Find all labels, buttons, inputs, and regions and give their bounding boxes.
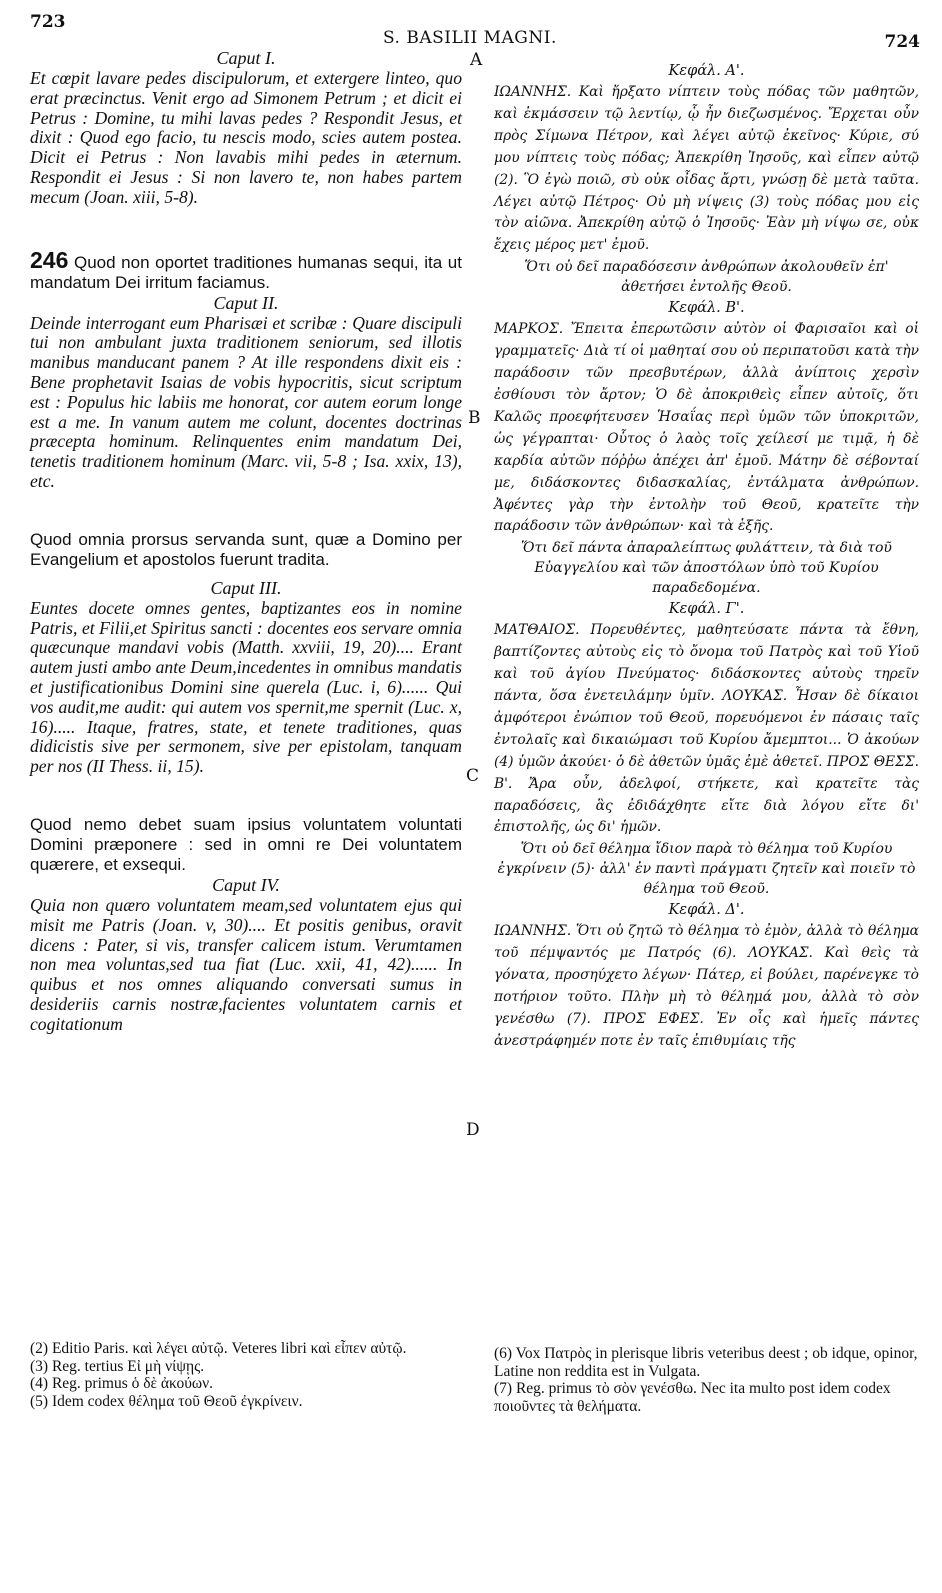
greek-paragraph-2: ΜΑΡΚΟΣ. Ἔπειτα ἐπερωτῶσιν αὐτὸν οἱ Φαρισαῖοι καὶ οἱ γραμματεῖς· Διὰ τί οἱ μαθηταί σου οὐ περιπατοῦσι κατὰ τὴν παράδοσιν τῶν πρεσβυτέρων, ἀλλὰ ἀνίπτοις χερσὶν ἐσθίουσι τὸν ἄρτον; Ὁ δὲ ἀποκριθεὶς εἶπεν αὐτοῖς, ὅτι Καλῶς προεφήτευσεν Ἡσαΐας περὶ ὑμῶν τῶν ὑποκριτῶν, ὡς γέγραπται· Οὗτος ὁ λαὸς τοῖς χείλεσί με τιμᾷ, ἡ δὲ καρδία αὐτῶν πόῤῥω ἀπέχει ἀπ' ἐμοῦ. Μάτην δὲ σέβονταί με, διδάσκοντες διδασκαλίας, ἐντάλματα ἀνθρώπων. Ἀφέντες γὰρ τὴν ἐντολὴν τοῦ Θεοῦ, κρατεῖτε τὴν παράδοσιν τῶν ἀνθρώπων· καὶ τὰ ἑξῆς.: [494, 321, 919, 535]
latin-paragraph-2: Deinde interrogant eum Pharisæi et scribæ : Quare discipuli tui non ambulant juxta traditionem seniorum, sed illotis manibus manducant panem ? At ille respondens dixit eis : Bene prophetavit Isaias de vobis hypocritis, sicut scriptum est : Populus hic labiis me honorat, cor autem eorum longe est a me. In vanum autem me colunt, docentes doctrinas præcepta hominum. Relinquentes enim mandatum Dei, tenetis traditionem hominum (Marc. vii, 5-8 ; Isa. xxix, 13), etc.: [30, 312, 462, 491]
greek-column: [494, 60, 919, 1053]
section-number: 246: [30, 246, 69, 273]
footnotes-right: [494, 1345, 919, 1415]
greek-kephal-2: Κεφάλ. Β'.: [668, 300, 745, 317]
footnote-5: (5) Idem codex θέλημα τοῦ Θεοῦ ἐγκρίνειν.: [30, 1392, 303, 1410]
latin-paragraph-3: Euntes docete omnes gentes, baptizantes eos in nomine Patris, et Filii,et Spiritus sancti : docentes eos servare omnia quæcunque mandavi vobis (Matth. xxviii, 19, 20).... Erant autem justi ambo ante Deum,incedentes in omnibus mandatis et justificationibus Domini sine querela (Luc. i, 6)...... Qui vos audit,me audit: qui autem vos spernit,me spernit (Luc. x, 16)..... Itaque, fratres, state, et tenete traditiones, quas didicistis sive per sermonem, sive per epistolam, tanquam per nos (II Thess. ii, 15).: [30, 597, 462, 777]
greek-kephal-4: Κεφάλ. Δ'.: [668, 902, 745, 919]
greek-paragraph-1: ΙΩΑΝΝΗΣ. Καὶ ἤρξατο νίπτειν τοὺς πόδας τῶν μαθητῶν, καὶ ἐκμάσσειν τῷ λεντίῳ, ᾧ ἦν διεζωσμένος. Ἔρχεται οὖν πρὸς Σίμωνα Πέτρον, καὶ λέγει αὐτῷ ἐκεῖνος· Κύριε, σύ μου νίπτεις τοὺς πόδας; Ἀπεκρίθη Ἰησοῦς, καὶ εἶπεν αὐτῷ (2). Ὃ ἐγὼ ποιῶ, σὺ οὐκ οἶδας ἄρτι, γνώσῃ δὲ μετὰ ταῦτα. Λέγει αὐτῷ Πέτρος· Οὐ μὴ νίψεις (3) τοὺς πόδας μου εἰς τὸν αἰῶνα. Ἀπεκρίθη αὐτῷ ὁ Ἰησοῦς· Ἐὰν μὴ νίψω σε, οὐκ ἔχεις μέρος μετ' ἐμοῦ.: [494, 84, 919, 254]
latin-heading-3: Quod omnia prorsus servanda sunt, quæ a Domino per Evangelium et apostolos fuerunt tradita.: [30, 529, 462, 569]
margin-marker-a: A: [470, 50, 483, 70]
latin-caput-2: Caput II.: [213, 292, 279, 313]
page-number-left: 723: [30, 12, 66, 32]
margin-marker-b: B: [468, 408, 481, 428]
margin-marker-d: D: [466, 1120, 480, 1140]
greek-kephal-1: Κεφάλ. Α'.: [668, 63, 745, 79]
latin-section-246-heading: [30, 246, 462, 293]
greek-kephal-3: Κεφάλ. Γ'.: [668, 601, 745, 618]
latin-column: [30, 48, 462, 1035]
footnote-4: (4) Reg. primus ὁ δὲ ἀκούων.: [30, 1375, 214, 1392]
latin-caput-4: Caput IV.: [212, 874, 280, 895]
footnote-2: (2) Editio Paris. καὶ λέγει αὐτῷ. Veteres libri καὶ εἶπεν αὐτῷ.: [30, 1340, 407, 1357]
latin-caput-1: Caput I.: [216, 48, 276, 68]
footnote-6: (6) Vox Πατρὸς in plerisque libris veteribus deest ; ob idque, opinor, Latine non reddita est in Vulgata.: [494, 1345, 918, 1380]
latin-paragraph-4: Quia non quæro voluntatem meam,sed voluntatem ejus qui misit me Patris (Joan. v, 30).... Et positis genibus, oravit dicens : Pater, si vis, transfer calicem istum. Verumtamen non mea voluntas,sed tua fiat (Luc. xxii, 41, 42)...... In quibus et nos omnes aliquando conversati sumus in desideriis carnis nostræ,facientes voluntatem carnis et cogitationum: [30, 894, 462, 1034]
latin-paragraph-1: Et cœpit lavare pedes discipulorum, et extergere linteo, quo erat præcinctus. Venit ergo ad Simonem Petrum ; et dicit ei Petrus : Domine, tu mihi lavas pedes ? Respondit Jesus, et dixit : Quod ego facio, tu nescis modo, scies autem postea. Dicit ei Petrus : Non lavabis mihi pedes in æternum. Respondit ei Jesus : Si non lavero te, non habes partem mecum (Joan. xiii, 5-8).: [30, 68, 462, 207]
page-number-right: 724: [884, 32, 920, 52]
greek-heading-3: Ὅτι δεῖ πάντα ἀπαραλείπτως φυλάττειν, τὰ διὰ τοῦ Εὐαγγελίου καὶ τῶν ἀποστόλων ὑπὸ τοῦ Κυρίου παραδεδομένα.: [521, 540, 892, 597]
footnotes-left: [30, 1340, 462, 1410]
greek-paragraph-4: ΙΩΑΝΝΗΣ. Ὅτι οὐ ζητῶ τὸ θέλημα τὸ ἐμὸν, ἀλλὰ τὸ θέλημα τοῦ πέμψαντός με Πατρός (6). ΛΟΥΚΑΣ. Καὶ θεὶς τὰ γόνατα, προσηύχετο λέγων· Πάτερ, εἰ βούλει, παρένεγκε τὸ ποτήριον τοῦτο. Πλὴν μὴ τὸ θέλημά μου, ἀλλὰ τὸ σὸν γενέσθω (7). ΠΡΟΣ ΕΦΕΣ. Ἐν οἷς καὶ ἡμεῖς πάντες ἀνεστράφημέν ποτε ἐν ταῖς ἐπιθυμίαις τῆς: [494, 923, 919, 1049]
section-heading-text: Quod non oportet traditiones humanas sequi, ita ut mandatum Dei irritum faciamus.: [30, 252, 462, 292]
footnote-3: (3) Reg. tertius Εἰ μὴ νίψῃς.: [30, 1357, 205, 1375]
latin-heading-4: Quod nemo debet suam ipsius voluntatem voluntati Domini præponere : sed in omni re Dei voluntatem quærere, et exsequi.: [30, 814, 462, 874]
greek-heading-4: Ὅτι οὐ δεῖ θέλημα ἴδιον παρὰ τὸ θέλημα τοῦ Κυρίου ἐγκρίνειν (5)· ἀλλ' ἐν παντὶ πράγματι ζητεῖν καὶ ποιεῖν τὸ θέλημα τοῦ Θεοῦ.: [497, 841, 916, 898]
greek-heading-2: Ὅτι οὐ δεῖ παραδόσεσιν ἀνθρώπων ἀκολουθεῖν ἐπ' ἀθετήσει ἐντολῆς Θεοῦ.: [524, 259, 889, 296]
margin-marker-c: C: [466, 766, 480, 786]
latin-caput-3: Caput III.: [210, 577, 282, 598]
footnote-7: (7) Reg. primus τὸ σὸν γενέσθω. Nec ita multo post idem codex ποιοῦντες τὰ θελήματα.: [494, 1380, 891, 1415]
greek-paragraph-3: ΜΑΤΘΑΙΟΣ. Πορευθέντες, μαθητεύσατε πάντα τὰ ἔθνη, βαπτίζοντες αὐτοὺς εἰς τὸ ὄνομα τοῦ Πατρὸς καὶ τοῦ Υἱοῦ καὶ τοῦ ἁγίου Πνεύματος· διδάσκοντες αὐτοὺς τηρεῖν πάντα, ὅσα ἐνετειλάμην ὑμῖν. ΛΟΥΚΑΣ. Ἦσαν δὲ δίκαιοι ἀμφότεροι ἐνώπιον τοῦ Θεοῦ, πορευόμενοι ἐν πάσαις ταῖς ἐντολαῖς καὶ δικαιώμασι τοῦ Κυρίου ἄμεμπτοι... Ὁ ἀκούων (4) ὑμῶν ἀκούει· ὁ δὲ ἀθετῶν ὑμᾶς ἐμὲ ἀθετεῖ. ΠΡΟΣ ΘΕΣΣ. Β'. Ἄρα οὖν, ἀδελφοί, στήκετε, καὶ κρατεῖτε τὰς παραδόσεις, ἃς ἐδιδάχθητε εἴτε διὰ λόγου εἴτε δι' ἐπιστολῆς, ὡς δι' ἡμῶν.: [494, 622, 919, 836]
running-title: S. BASILII MAGNI.: [383, 28, 557, 48]
